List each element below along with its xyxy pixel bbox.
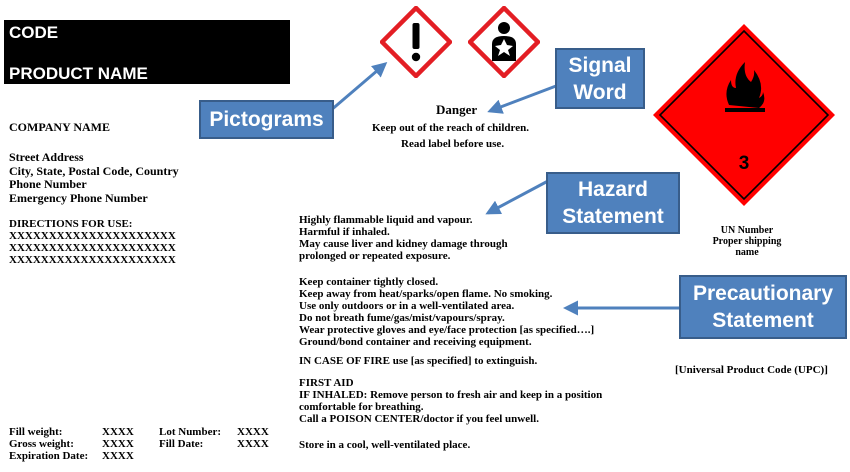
storage-line: Store in a cool, well-ventilated place. — [299, 439, 471, 451]
phone-number: Phone Number — [9, 177, 87, 191]
signal-word-callout-line1: Signal — [568, 53, 632, 77]
precaution-line: Wear protective gloves and eye/face protection [as specified….] — [299, 324, 595, 336]
first-aid-line: Call a POISON CENTER/doctor if you feel unwell. — [299, 413, 539, 425]
hazard-line: prolonged or repeated exposure. — [299, 250, 451, 262]
hazard-callout-line1: Hazard — [577, 178, 649, 201]
precautionary-statement-callout — [679, 275, 847, 339]
gross-weight-value: XXXX — [102, 438, 134, 450]
directions-line: XXXXXXXXXXXXXXXXXXXXX — [9, 242, 176, 254]
emergency-phone: Emergency Phone Number — [9, 190, 148, 205]
fire-line: IN CASE OF FIRE use [as specified] to extinguish. — [299, 355, 538, 367]
precaution-line: Keep container tightly closed. — [299, 276, 439, 288]
gross-weight-label: Gross weight: — [9, 438, 74, 450]
signal-sub-1: Keep out of the reach of children. — [372, 122, 529, 134]
precautionary-callout-line1: Precautionary — [692, 282, 834, 305]
pictograms-callout-label: Pictograms — [209, 108, 324, 131]
code-text: CODE — [9, 23, 59, 42]
precautionary-callout-line2: Statement — [712, 309, 814, 332]
precaution-line: Use only outdoors or in a well-ventilated area. — [299, 300, 515, 312]
expiration-label: Expiration Date: — [9, 450, 89, 462]
street-address: Street Address — [9, 150, 84, 164]
upc-text: [Universal Product Code (UPC)] — [675, 364, 828, 376]
pictograms-callout — [199, 100, 334, 139]
directions-line: XXXXXXXXXXXXXXXXXXXXX — [9, 254, 176, 266]
pictograms-arrow — [330, 64, 385, 111]
precaution-line: Do not breath fume/gas/mist/vapours/spray. — [299, 312, 505, 324]
company-name: COMPANY NAME — [9, 120, 110, 134]
precaution-line: Ground/bond container and receiving equipment. — [299, 336, 532, 348]
directions-line: XXXXXXXXXXXXXXXXXXXXX — [9, 230, 176, 242]
signal-word-callout-line2: Word — [573, 80, 627, 104]
fill-date-label: Fill Date: — [159, 438, 204, 450]
first-aid-line: IF INHALED: Remove person to fresh air and keep in a position — [299, 389, 603, 401]
fill-date-value: XXXX — [237, 438, 269, 450]
first-aid-line: FIRST AID — [299, 377, 354, 389]
lot-number-value: XXXX — [237, 426, 269, 438]
first-aid-line: comfortable for breathing. — [299, 401, 424, 413]
signal-sub-2: Read label before use. — [401, 138, 505, 150]
fill-weight-value: XXXX — [102, 426, 134, 438]
lot-number-label: Lot Number: — [159, 426, 222, 438]
signal-word: Danger — [436, 102, 478, 117]
city-line: City, State, Postal Code, Country — [9, 163, 179, 178]
hazard-line: Harmful if inhaled. — [299, 226, 390, 238]
shipping-name: name — [735, 247, 759, 258]
fill-weight-label: Fill weight: — [9, 426, 63, 438]
directions-title: DIRECTIONS FOR USE: — [9, 218, 133, 230]
hazard-line: May cause liver and kidney damage through — [299, 238, 508, 250]
expiration-value: XXXX — [102, 450, 134, 462]
precaution-line: Keep away from heat/sparks/open flame. No smoking. — [299, 288, 553, 300]
hazard-arrow — [488, 181, 548, 213]
product-name-text: PRODUCT NAME — [9, 64, 148, 83]
signal-word-arrow — [490, 86, 556, 111]
hazard-callout-line2: Statement — [562, 205, 664, 228]
un-number: UN Number — [720, 225, 774, 236]
hazard-class-number: 3 — [738, 153, 750, 174]
proper-shipping: Proper shipping — [712, 236, 782, 247]
signal-word-callout — [555, 48, 645, 109]
hazard-statement-callout — [546, 172, 680, 234]
hazard-line: Highly flammable liquid and vapour. — [299, 214, 473, 226]
